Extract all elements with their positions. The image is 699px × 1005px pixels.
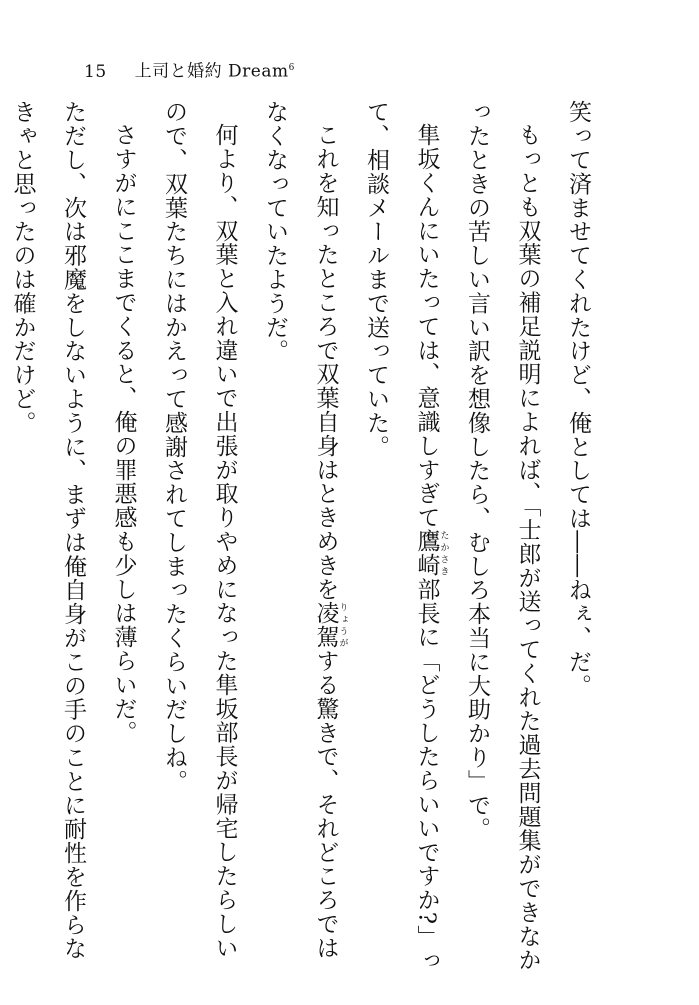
- paragraph: もっとも双葉の補足説明によれば、「士郎が送ってくれた過去問題集ができなかったときの苦しい言い訳を想像したら、むしろ本当に大助かり」で。: [464, 100, 541, 972]
- paragraph: ただし、次は邪魔をしないように、まずは俺自身がこの手のことに耐性を作らなきゃと思ったのは確かだけど。: [9, 100, 86, 961]
- vertical-body-text: [0, 100, 603, 980]
- book-title-volume: 6: [288, 63, 295, 73]
- furigana: 凌駕 りょうが: [312, 601, 348, 649]
- paragraph: 笑って済ませてくれたけど、俺としては――ねぇ、だ。: [565, 100, 591, 698]
- book-title: 上司と婚約 Dream: [134, 61, 289, 82]
- paragraph: さすがにここまでくると、俺の罪悪感も少しは薄らいだ。: [110, 123, 137, 745]
- paragraph: 何より、双葉と入れ違いで出張が取りやめになった隼坂部長が帰宅したらしいので、双葉たちにはかえって感謝されてしまったくらいだしね。: [161, 100, 238, 960]
- page-number: 15: [84, 61, 107, 82]
- furigana: 鷹崎 たかさき: [413, 529, 449, 578]
- running-header: [84, 57, 295, 83]
- paragraph: 隼坂くんにいたっては、意識しすぎて鷹崎 たかさき部長に「どうしたらいいですか?」って、相談メールまで送っていた。: [363, 100, 449, 973]
- paragraph: これを知ったところで双葉自身はときめきを凌駕 りょうがする驚きで、それどころではなくなっていたようだ。: [262, 100, 348, 960]
